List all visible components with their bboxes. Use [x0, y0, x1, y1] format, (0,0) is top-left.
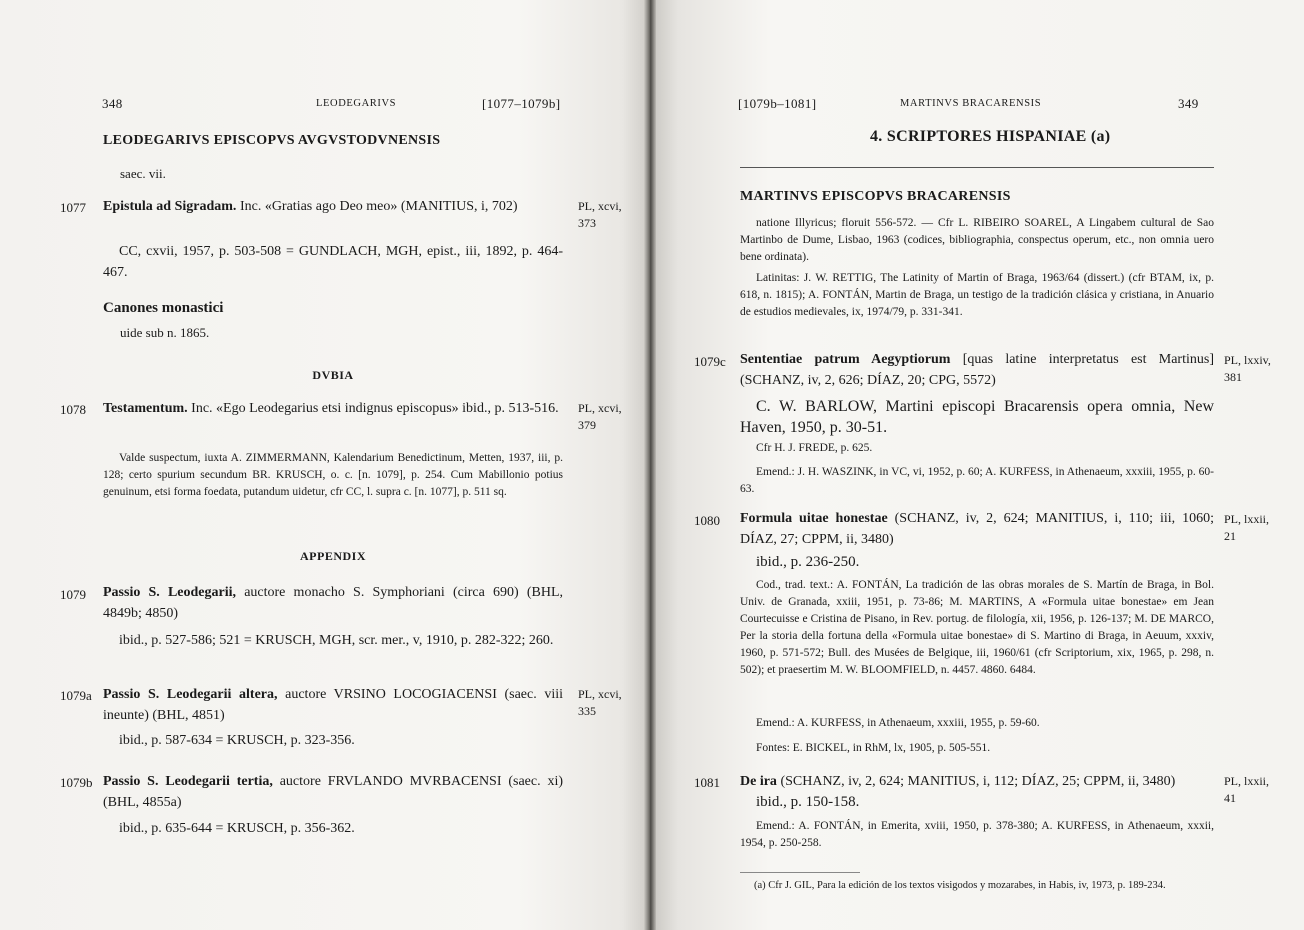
entry-title: Testamentum. — [103, 401, 188, 416]
entry-number-1079c: 1079c — [694, 354, 726, 369]
entry-1079a — [103, 684, 563, 726]
entry-title: Passio S. Leodegarii altera, — [103, 687, 278, 702]
entry-1078-body: Valde suspectum, iuxta A. ZIMMERMANN, Kalendarium Benedictinum, Metten, 1937, iii, p. 128; certo spurium secundum BR. KRUSCH, o. c. [n. 1079], p. 254. Cum Mabillonio potius genuinum, etsi forma foedata, putandum uidetur, cfr CC, l. supra c. [n. 1077], p. 511 sq. — [103, 452, 563, 498]
dubia-heading: DVBIA — [312, 368, 354, 382]
entry-canones-body: uide sub n. 1865. — [120, 325, 210, 340]
entry-title: Sententiae patrum Aegyptiorum — [740, 352, 951, 367]
book-gutter — [644, 0, 656, 930]
pl-ref-1079c: PL, lxxiv, 381 — [1224, 353, 1271, 384]
emend-1081: Emend.: A. FONTÁN, in Emerita, xviii, 1950, p. 378-380; A. KURFESS, in Athenaeum, xxxii, 1954, p. 250-258. — [740, 820, 1214, 849]
barlow-edition: C. W. BARLOW, Martini episcopi Bracarensis opera omnia, New Haven, 1950, p. 30-51. — [740, 398, 1214, 436]
entry-number-1078: 1078 — [60, 402, 86, 417]
entry-title: Epistula ad Sigradam. — [103, 199, 237, 214]
pl-ref-1079a: PL, xcvi, 335 — [578, 687, 622, 718]
entry-1080 — [740, 508, 1214, 550]
entry-number-1079: 1079 — [60, 587, 86, 602]
entry-rest: auctore FRVLANDO MVRBACENSI (saec. xi) (BHL, 4855a) — [103, 774, 564, 810]
entry-number-1079b: 1079b — [60, 775, 93, 790]
entry-1079c — [740, 349, 1214, 391]
right-page-range: [1079b–1081] — [738, 96, 817, 111]
right-page — [652, 0, 1304, 930]
frede-ref: Cfr H. J. FREDE, p. 625. — [756, 442, 873, 454]
ibid-1081: ibid., p. 150-158. — [756, 794, 860, 810]
left-page — [0, 0, 648, 930]
entry-title: Passio S. Leodegarii tertia, — [103, 774, 273, 789]
pl-ref-1077: PL, xcvi, 373 — [578, 199, 622, 230]
entry-canones-title: Canones monastici — [103, 300, 224, 316]
entry-title: De ira — [740, 774, 777, 789]
entry-1079b — [103, 771, 563, 813]
latinitas-note: Latinitas: J. W. RETTIG, The Latinity of Martin of Braga, 1963/64 (dissert.) (cfr BTAM, ix, p. 618, n. 1815); A. FONTÁN, Martin de Braga, un testigo de la tradición clásica y cristiana, in Anuario de estudios medievales, ix, 1974/79, p. 331-341. — [740, 272, 1214, 318]
entry-rest: (SCHANZ, iv, 2, 624; MANITIUS, i, 110; iii, 1060; DÍAZ, 27; CPPM, ii, 3480) — [740, 511, 1215, 547]
author-note: natione Illyricus; floruit 556-572. — Cfr L. RIBEIRO SOAREL, A Lingabem cultural de Sao Martinbo de Dume, Lisbao, 1963 (codices, bibliographia, conspectus operum, etc., non omnia uero bene ordinata). — [740, 217, 1214, 263]
entry-title: Passio S. Leodegarii, — [103, 585, 237, 600]
appendix-heading: APPENDIX — [300, 549, 366, 563]
emend-1079c: Emend.: J. H. WASZINK, in VC, vi, 1952, p. 60; A. KURFESS, in Athenaeum, xxxiii, 1955, p. 60-63. — [740, 466, 1214, 495]
entry-1079-body: ibid., p. 527-586; 521 = KRUSCH, MGH, scr. mer., v, 1910, p. 282-322; 260. — [119, 633, 554, 648]
right-page-number: 349 — [1178, 96, 1199, 111]
entry-1077-body: CC, cxvii, 1957, p. 503-508 = GUNDLACH, MGH, epist., iii, 1892, p. 464-467. — [103, 244, 563, 280]
entry-1079b-body: ibid., p. 635-644 = KRUSCH, p. 356-362. — [119, 821, 355, 836]
entry-1077 — [103, 196, 563, 217]
entry-rest: (SCHANZ, iv, 2, 624; MANITIUS, i, 112; DÍAZ, 25; CPPM, ii, 3480) — [780, 774, 1176, 789]
cod-trad-text: Cod., trad. text.: A. FONTÁN, La tradición de las obras morales de S. Martín de Braga, in Bol. Univ. de Granada, xxiii, 1951, p. 73-86; M. MARTINS, A «Formula uitae bonestae» em Jean Courtecuisse e Cristina de Pisano, in Rev. portug. de filología, xii, 1956, p. 126-137; M. DE MARCO, Per la storia della fortuna della «Formula uitae bonestae» di S. Martino di Braga, in Aeuum, xxxiv, 1960, p. 571-572; Bull. des Musées de Belgique, iii, 1960/61 (cfr Scriptorium, xix, 1965, p. 298, n. 502); et praesertim M. W. BLOOMFIELD, n. 4457. 4860. 6484. — [740, 579, 1214, 676]
pl-ref-1078: PL, xcvi, 379 — [578, 401, 622, 432]
left-author-heading: LEODEGARIVS EPISCOPVS AVGVSTODVNENSIS — [103, 133, 441, 148]
entry-number-1081: 1081 — [694, 775, 720, 790]
entry-rest: auctore monacho S. Symphoriani (circa 690) (BHL, 4849b; 4850) — [103, 585, 564, 621]
entry-1079 — [103, 582, 563, 624]
footnote: (a) Cfr J. GIL, Para la edición de los textos visigodos y mozarabes, in Habis, iv, 1973, p. 189-234. — [754, 880, 1166, 891]
entry-rest: auctore VRSINO LOCOGIACENSI (saec. viii ineunte) (BHL, 4851) — [103, 687, 564, 723]
left-page-number: 348 — [102, 96, 123, 111]
pl-ref-1081: PL, lxxii, 41 — [1224, 774, 1270, 805]
section-rule — [740, 167, 1214, 168]
left-author-date: saec. vii. — [120, 166, 166, 181]
pl-ref-1080: PL, lxxii, 21 — [1224, 512, 1270, 543]
entry-number-1077: 1077 — [60, 200, 86, 215]
ibid-1080: ibid., p. 236-250. — [756, 554, 860, 570]
entry-title: Formula uitae honestae — [740, 511, 888, 526]
left-page-range: [1077–1079b] — [482, 96, 561, 111]
footnote-rule — [740, 872, 860, 873]
right-author-heading: MARTINVS EPISCOPVS BRACARENSIS — [740, 189, 1011, 204]
entry-number-1080: 1080 — [694, 513, 720, 528]
entry-1081 — [740, 771, 1214, 792]
section-heading: 4. SCRIPTORES HISPANIAE (a) — [870, 128, 1111, 145]
entry-rest: Inc. «Gratias ago Deo meo» (MANITIUS, i, 702) — [239, 199, 518, 214]
entry-1079a-body: ibid., p. 587-634 = KRUSCH, p. 323-356. — [119, 733, 355, 748]
entry-rest: [quas latine interpretatus est Martinus] (SCHANZ, iv, 2, 626; DÍAZ, 20; CPG, 5572) — [740, 352, 1214, 388]
entry-1078 — [103, 398, 563, 419]
emend-1080: Emend.: A. KURFESS, in Athenaeum, xxxiii, 1955, p. 59-60. — [756, 717, 1040, 729]
fontes-1080: Fontes: E. BICKEL, in RhM, lx, 1905, p. 505-551. — [756, 742, 991, 754]
entry-rest: Inc. «Ego Leodegarius etsi indignus episcopus» ibid., p. 513-516. — [191, 401, 559, 416]
entry-number-1079a: 1079a — [60, 688, 92, 703]
left-running-head: LEODEGARIVS — [316, 98, 397, 109]
right-running-head: MARTINVS BRACARENSIS — [900, 98, 1042, 109]
